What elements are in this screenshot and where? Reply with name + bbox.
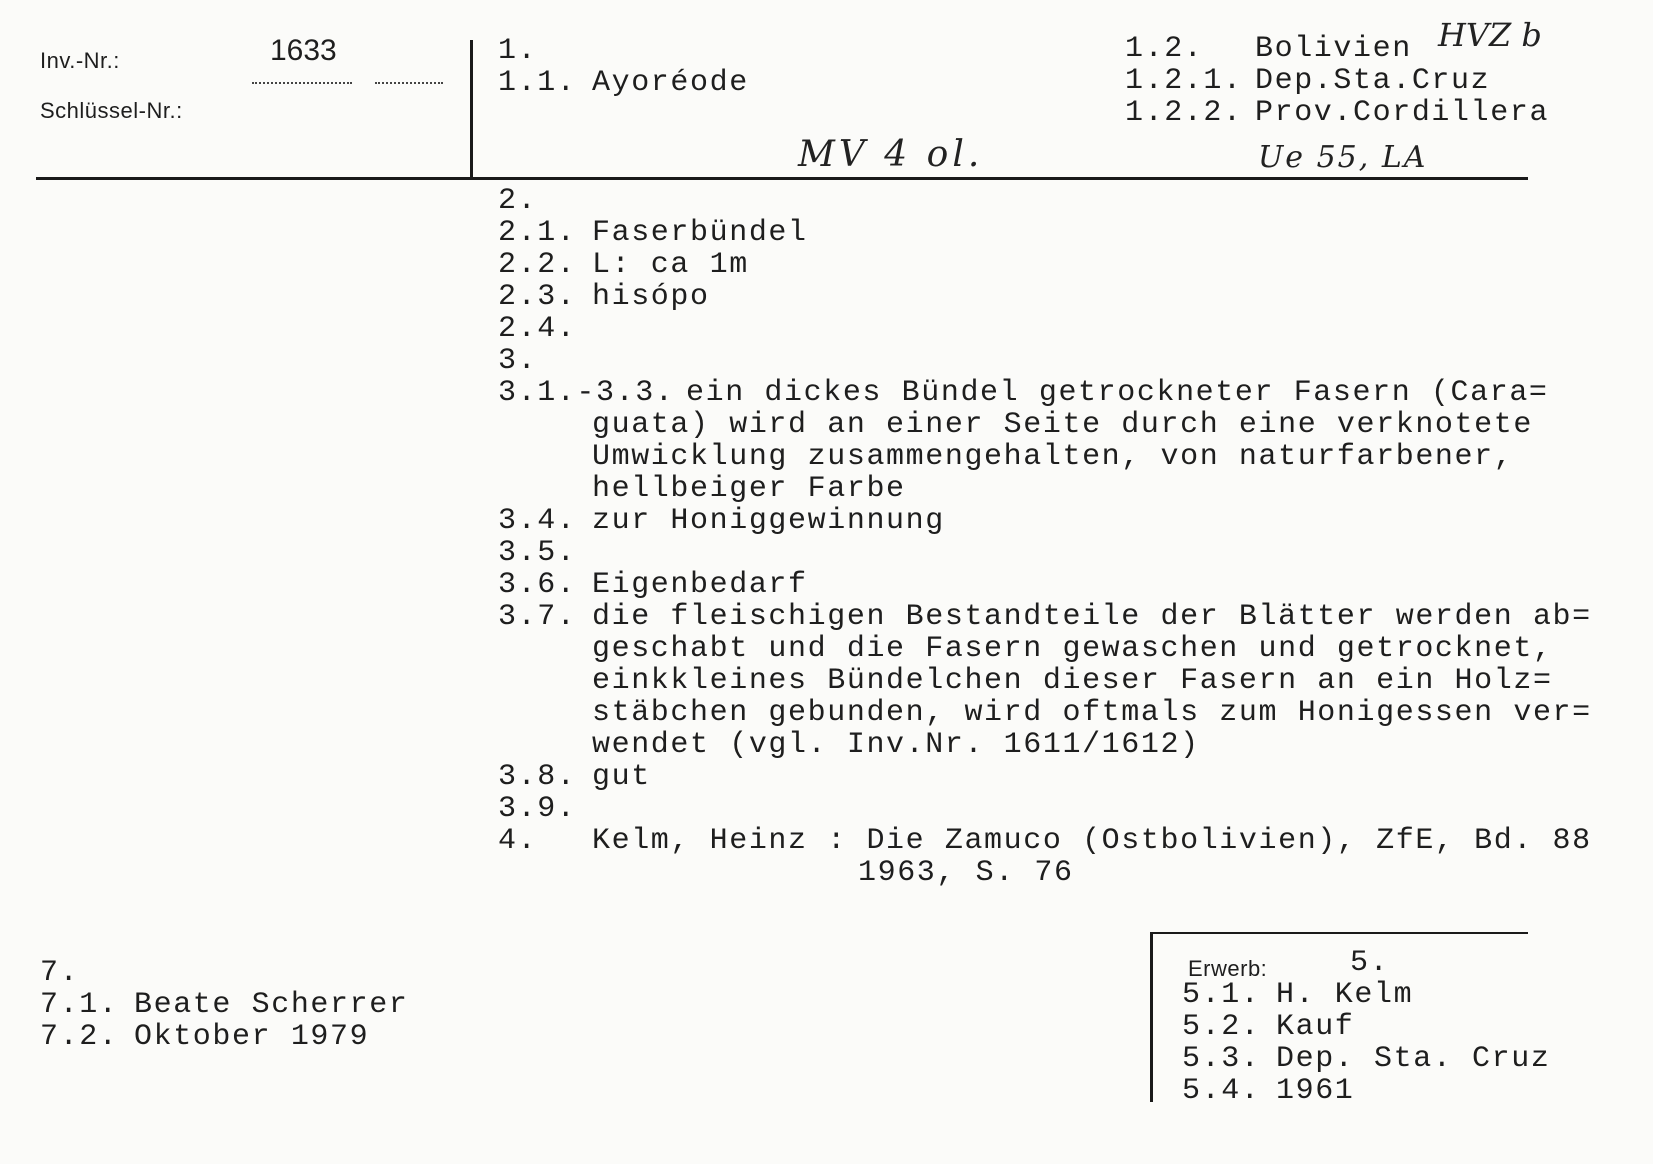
location-country: Bolivien <box>1255 32 1412 66</box>
handwritten-code-right: Ue 55, LA <box>1258 140 1428 175</box>
field-num: 3.6. <box>498 568 577 602</box>
field-line <box>498 376 1592 410</box>
handwritten-code-top: HVZ b <box>1438 16 1542 54</box>
recorder-block <box>40 956 408 1054</box>
field-line <box>498 216 1592 250</box>
field-text: Eigenbedarf <box>592 568 808 602</box>
field-text: H. Kelm <box>1276 978 1414 1012</box>
field-line <box>498 792 1592 826</box>
field-num: 2.1. <box>498 216 577 250</box>
acquisition-box-left-rule <box>1150 932 1153 1102</box>
field-num: 7.2. <box>40 1020 119 1054</box>
key-label: Schlüssel-Nr.: <box>40 98 183 123</box>
acquisition-label: Erwerb: <box>1188 956 1268 981</box>
field-continuation: geschabt und die Fasern gewaschen und getrocknet, <box>592 632 1553 666</box>
field-line <box>498 280 1592 314</box>
inv-dotted-line-2 <box>375 82 443 84</box>
field-line <box>498 536 1592 570</box>
location-department: Dep.Sta.Cruz <box>1255 64 1491 98</box>
field-num: 2.2. <box>498 248 577 282</box>
location-line <box>1125 64 1549 98</box>
field-text: gut <box>592 760 651 794</box>
field-num: 3.5. <box>498 536 577 570</box>
field-line <box>498 248 1592 282</box>
field-line <box>498 344 1592 378</box>
field-text: Kelm, Heinz : Die Zamuco (Ostbolivien), ZfE, Bd. 88 <box>592 824 1592 858</box>
field-num: 2.3. <box>498 280 577 314</box>
field-text: zur Honiggewinnung <box>592 504 945 538</box>
field-line <box>498 600 1592 634</box>
record-date: Oktober 1979 <box>134 1020 370 1054</box>
acquisition-box-top-rule <box>1152 932 1528 934</box>
field-num: 5.1. <box>1182 978 1261 1012</box>
location-num: 1.2.1. <box>1125 64 1243 98</box>
field-num: 3. <box>498 344 538 378</box>
location-num: 1.2. <box>1125 32 1204 66</box>
field-num: 2.4. <box>498 312 577 346</box>
location-province: Prov.Cordillera <box>1255 96 1550 130</box>
field-line <box>40 988 408 1022</box>
field-line <box>498 824 1592 858</box>
handwritten-code-mid: MV 4 ol. <box>798 134 984 175</box>
header-vertical-rule <box>470 40 473 178</box>
description-block <box>498 184 1592 890</box>
field-text: Kauf <box>1276 1010 1355 1044</box>
field-num: 3.8. <box>498 760 577 794</box>
location-line <box>1125 96 1549 130</box>
field-num: 3.1.-3.3. <box>498 376 675 410</box>
field-continuation: wendet (vgl. Inv.Nr. 1611/1612) <box>592 728 1200 762</box>
field-continuation: guata) wird an einer Seite durch eine verknotete <box>592 408 1533 442</box>
field-num: 3.7. <box>498 600 577 634</box>
field-num: 4. <box>498 824 538 858</box>
field-line <box>1182 1074 1550 1108</box>
field-continuation: Umwicklung zusammengehalten, von naturfarbener, <box>592 440 1514 474</box>
field-line <box>1182 978 1550 1012</box>
field-continuation: hellbeiger Farbe <box>592 472 906 506</box>
s11-value: Ayoréode <box>592 66 749 100</box>
field-text: die fleischigen Bestandteile der Blätter werden ab= <box>592 600 1592 634</box>
inv-dotted-line <box>252 82 352 84</box>
field-num: 3.4. <box>498 504 577 538</box>
field-line <box>498 760 1592 794</box>
field-num: 7. <box>40 956 80 990</box>
field-continuation: 1963, S. 76 <box>858 856 1074 890</box>
field-line <box>1182 1042 1550 1076</box>
acquisition-num: 5. <box>1350 946 1390 980</box>
field-text: 1961 <box>1276 1074 1355 1108</box>
field-num: 5.2. <box>1182 1010 1261 1044</box>
field-line <box>40 1020 408 1054</box>
location-num: 1.2.2. <box>1125 96 1243 130</box>
field-num: 5.4. <box>1182 1074 1261 1108</box>
field-line <box>1182 1010 1550 1044</box>
recorder-name: Beate Scherrer <box>134 988 409 1022</box>
field-continuation: stäbchen gebunden, wird oftmals zum Honigessen ver= <box>592 696 1592 730</box>
field-line <box>498 568 1592 602</box>
field-text: Dep. Sta. Cruz <box>1276 1042 1551 1076</box>
field-line <box>498 504 1592 538</box>
s1-num: 1. <box>498 34 538 68</box>
field-text: hisópo <box>592 280 710 314</box>
header-horizontal-rule <box>36 177 1528 180</box>
field-line <box>498 312 1592 346</box>
inv-label: Inv.-Nr.: <box>40 48 120 73</box>
field-num: 5.3. <box>1182 1042 1261 1076</box>
field-line <box>498 184 1592 218</box>
field-continuation: einkkleines Bündelchen dieser Fasern an ein Holz= <box>592 664 1553 698</box>
acquisition-block <box>1182 978 1550 1108</box>
field-text: L: ca 1m <box>592 248 749 282</box>
field-text: Faserbündel <box>592 216 808 250</box>
field-num: 3.9. <box>498 792 577 826</box>
field-line <box>40 956 408 990</box>
s11-num: 1.1. <box>498 66 577 100</box>
inv-number: 1633 <box>270 34 337 67</box>
field-num: 2. <box>498 184 538 218</box>
field-num: 7.1. <box>40 988 119 1022</box>
field-text: ein dickes Bündel getrockneter Fasern (Cara= <box>686 376 1549 410</box>
